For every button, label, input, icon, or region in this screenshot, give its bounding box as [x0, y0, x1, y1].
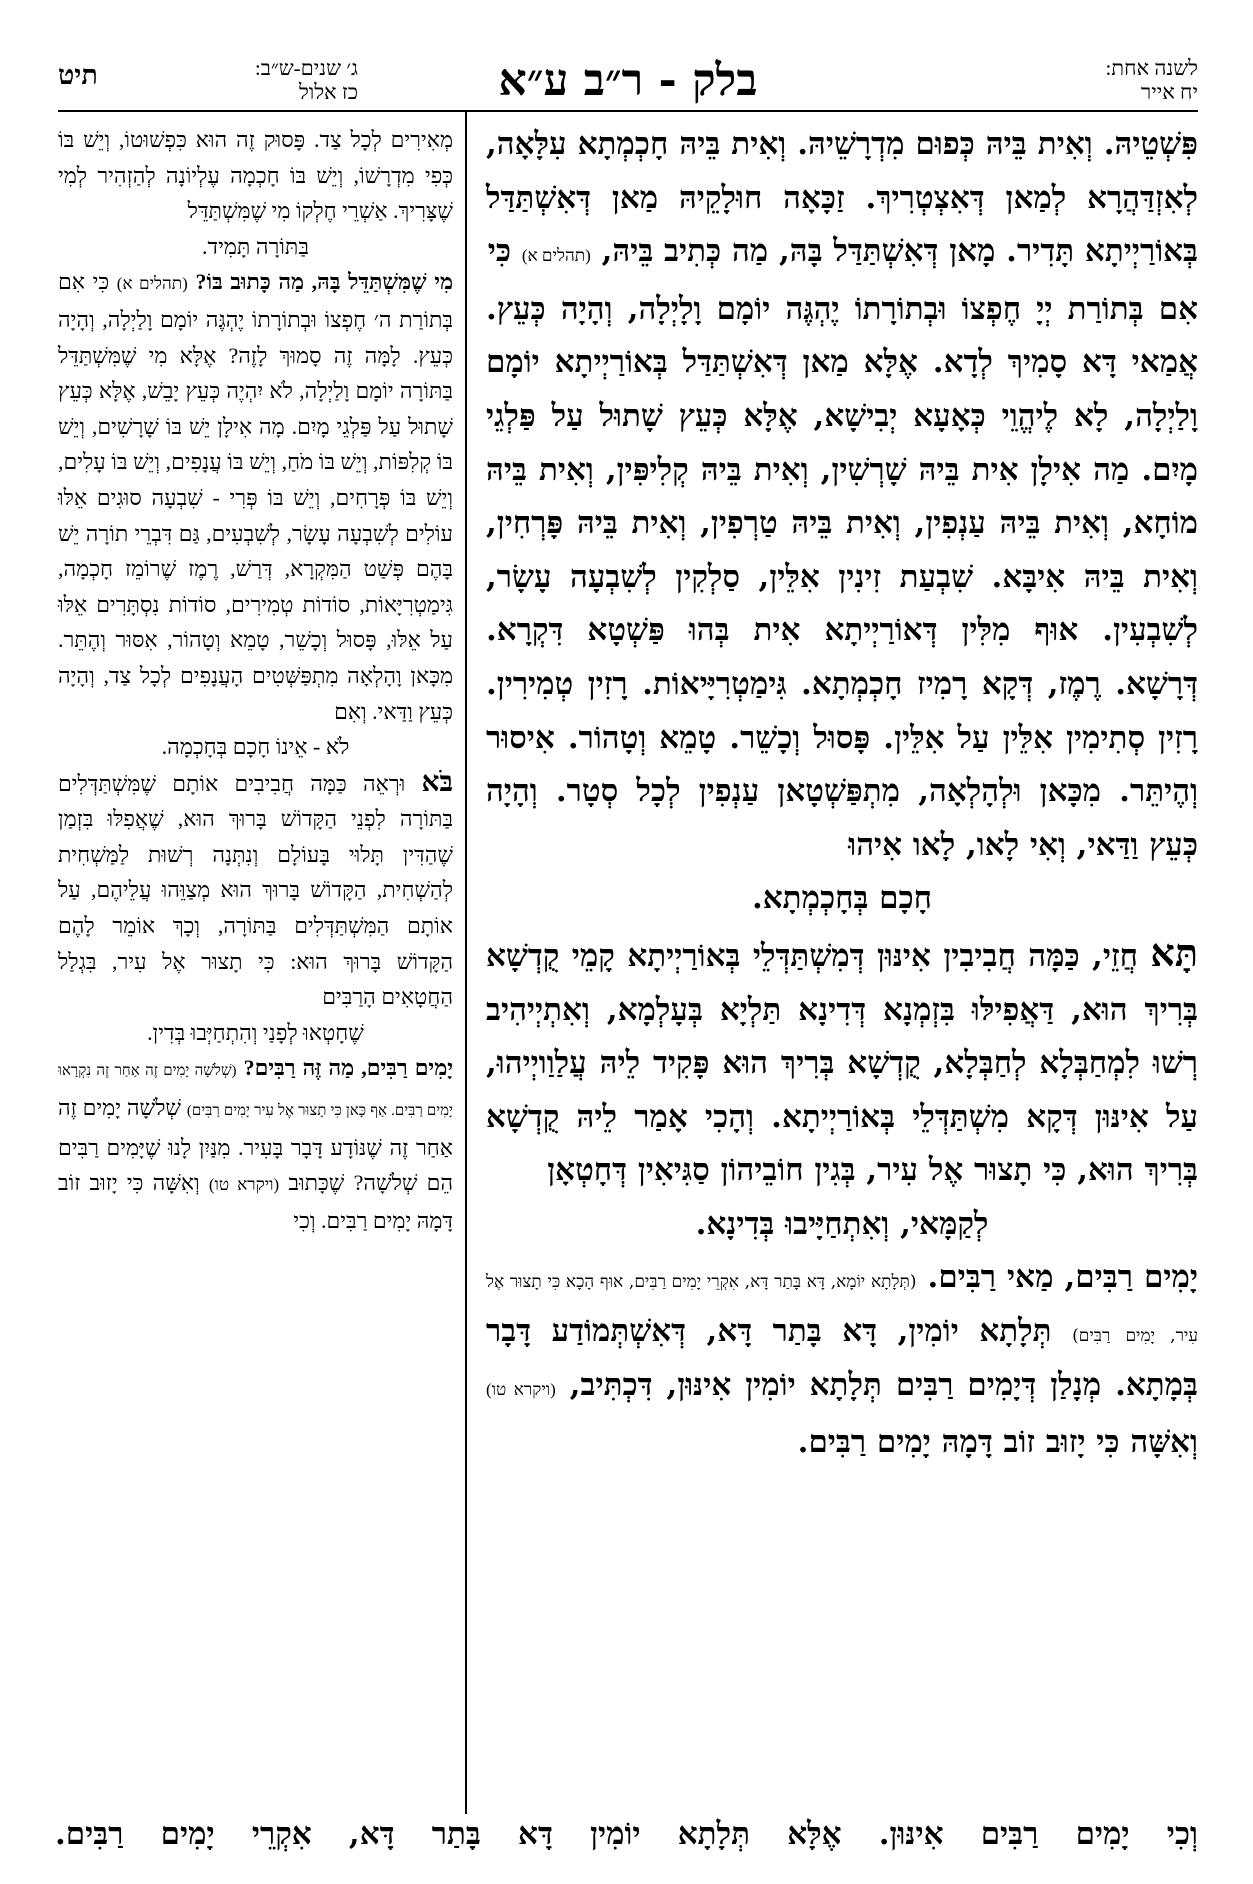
side-paragraph-3-end: שֶׁחָטְאוּ לְפָנַי וְהִתְחַיְּבוּ בְּדִין. [147, 1019, 364, 1045]
three-year-schedule [58, 56, 358, 110]
side-opening-word: בֹּא [421, 766, 453, 798]
side-paragraph-1-end: בַּתּוֹרָה תָּמִיד. [202, 233, 309, 259]
page-title: בלק - ר״ב ע״א [498, 55, 758, 106]
side-paragraph-4: יָמִים רַבִּים, מַה זֶּה רַבִּים? (שְׁלֹשָׁה יָמִים זֶה אַחַר זֶה נִקְרָאוּ יָמִים רַבִּים. אַף כָּאן כִּי תָצוּר אֶל עִיר יָמִים רַבִּים) שְׁלֹשָׁה יָמִים זֶה אַחַר זֶה שֶׁנּוֹדָע דָּבָר בָּעִיר. מִנַּיִן לָנוּ שֶׁיָּמִים רַבִּים הֵם שְׁלֹשָׁה? שֶׁכָּתוּב (ויקרא טו) וְאִשָּׁה כִּי יָזוּב זוֹב דָּמָהּ יָמִים רַבִּים. וְכִי [58, 1055, 454, 1233]
main-paragraph-3-end: לְקַמָּאי, וְאִתְחַיָּיבוּ בְּדִינָא. [695, 1205, 989, 1242]
column-divider [465, 112, 467, 1814]
page-number: תיט [58, 60, 98, 91]
main-ref-leviticus: (ויקרא טו) [486, 1379, 556, 1399]
side-paragraph-3: בֹּא וּרְאֵה כַּמָּה חֲבִיבִים אוֹתָם שֶׁמִּשְׁתַּדְּלִים בַּתּוֹרָה לִפְנֵי הַקָּדוֹשׁ בָּרוּךְ הוּא, שֶׁאֲפִלּוּ בִּזְמַן שֶׁהַדִּין תָּלוּי בָּעוֹלָם וְנִתְּנָה רְשׁוּת לַמַּשְׁחִית לְהַשְׁחִית, הַקָּדוֹשׁ בָּרוּךְ הוּא מְצַוֵּהוּ עֲלֵיהֶם, עַל אוֹתָם הַמִּשְׁתַּדְּלִים בַּתּוֹרָה, וְכָךְ אוֹמֵר לָהֶם הַקָּדוֹשׁ בָּרוּךְ הוּא: כִּי תָצוּר אֶל עִיר, בִּגְלַל הַחֲטָאִים הָרַבִּים [58, 766, 453, 1010]
aramaic-column [486, 118, 1198, 1470]
main-paragraph-1: פִּשְׁטֵיהּ. וְאִית בֵּיהּ כְּפוּם מִדְרָשֵׁיהּ. וְאִית בֵּיהּ חָכְמְתָא עִלָּאָה, לְאִזְדַּהֲרָא לְמַאן דְּאִצְטְרִיךְ. זַכָּאָה חוּלָקֵיהּ מַאן דְּאִשְׁתַּדַּל בְּאוֹרַיְיתָא תָּדִיר. מָאן דְּאִשְׁתַּדַּל בָּהּ, מַה כְּתִיב בֵּיהּ, (תהלים א) כִּי [486, 126, 1198, 270]
page-header [58, 52, 1198, 114]
one-year-label: לשנה אחת: [1105, 56, 1198, 80]
side-paragraph-2: מִי שֶׁמִּשְׁתַּדֵּל בָּהּ, מַה כָּתוּב בּוֹ? (תהלים א) כִּי אִם בְּתוֹרַת ה׳ חֶפְצוֹ וּבְתוֹרָתוֹ יֶהְגֶּה יוֹמָם וָלַיְלָה, וְהָיָה כְּעֵץ. לָמָּה זֶה סָמוּךְ לָזֶה? אֶלָּא מִי שֶׁמִּשְׁתַּדֵּל בַּתּוֹרָה יוֹמָם וָלַיְלָה, לֹא יִהְיֶה כְּעֵץ יָבֵשׁ, אֶלָּא כְּעֵץ שָׁתוּל עַל פַּלְגֵי מָיִם. מָה אִילָן יֵשׁ בּוֹ שָׁרָשִׁים, וְיֵשׁ בּוֹ קְלִפּוֹת, וְיֵשׁ בּוֹ מֹחַ, וְיֵשׁ בּוֹ עֲנָפִים, וְיֵשׁ בּוֹ עָלִים, וְיֵשׁ בּוֹ פְּרָחִים, וְיֵשׁ בּוֹ פְּרִי - שִׁבְעָה סוּגִים אֵלּוּ עוֹלִים לְשִׁבְעָה עָשָׂר, לְשִׁבְעִים, גַּם דִּבְרֵי תוֹרָה יֵשׁ בָּהֶם פְּשַׁט הַמִּקְרָא, דְּרַשׁ, רֶמֶז שֶׁרוֹמֵז חָכְמָה, גִּימַטְרִיָּאוֹת, סוֹדוֹת טְמִירִים, סוֹדוֹת נִסְתָּרִים אֵלּוּ עַל אֵלּוּ, פָּסוּל וְכָשֵׁר, טָמֵא וְטָהוֹר, אִסּוּר וְהֶתֵּר. מִכָּאן וָהָלְאָה מִתְפַּשְּׁטִים הָעֲנָפִים לְכָל צַד, וְהָיָה כְּעֵץ וַדַּאי. וְאִם [58, 269, 453, 724]
three-year-label: ג׳ שנים-ש״ב: [254, 56, 358, 80]
main-paragraph-3: תָּא חֲזֵי, כַּמָּה חֲבִיבִין אִינּוּן דְּמִשְׁתַּדְּלֵי בְּאוֹרַיְיתָא קָמֵי קֻדְשָׁא בְּרִיךְ הוּא, דַּאֲפִילּוּ בִּזְמְנָא דְּדִינָא תַּלְיָא בְּעָלְמָא, וְאִתְיְיהִיב רְשׁוּ לִמְחַבְּלָא לְחַבְּלָא, קֻדְשָׁא בְּרִיךְ הוּא פָּקִיד לֵיהּ עֲלַוַויְיהוּ, עַל אִינּוּן דְּקָא מִשְׁתַּדְּלֵי בְּאוֹרַיְיתָא. וְהָכִי אָמַר לֵיהּ קֻדְשָׁא בְּרִיךְ הוּא, כִּי תָצוּר אֶל עִיר, בְּגִין חוֹבֵיהוֹן סַגִּיאִין דְּחָטְאָן [486, 929, 1198, 1189]
main-paragraph-2-end: חָכָם בְּחָכְמְתָא. [751, 880, 933, 917]
main-paragraph-2: אִם בְּתוֹרַת יְיָ חֶפְצוֹ וּבְתוֹרָתוֹ יֶהְגֶּה יוֹמָם וָלָיְלָה, וְהָיָה כְּעֵץ. אֲמַאי דָּא סָמִיךְ לְדָא. אֶלָּא מַאן דְּאִשְׁתַּדַּל בְּאוֹרַיְיתָא יוֹמָם וָלַיְלָה, לָא לֶיהֱוֵי כְּאָעָא יְבִישָׁא, אֶלָּא כְּעֵץ שָׁתוּל עַל פַּלְגֵי מָיִם. מַה אִילָן אִית בֵּיהּ שָׁרְשִׁין, וְאִית בֵּיהּ קְלִיפִּין, וְאִית בֵּיהּ מוֹחָא, וְאִית בֵּיהּ עַנְפִין, וְאִית בֵּיהּ טַרְפִין, וְאִית בֵּיהּ פָּרְחִין, וְאִית בֵּיהּ אִיבָּא. שִׁבְעַת זִינִין אִלֵּין, סַלְקִין לְשִׁבְעָה עָשָׂר, לְשִׁבְעִין. אוּף מִלִּין דְּאוֹרַיְיתָא אִית בְּהוּ פַּשְׁטָא דִּקְרָא. דְּרָשָׁא. רֶמֶז, דְּקָא רָמִיז חָכְמְתָא. גִּימַטְרִיָּיאוֹת. רָזִין טְמִירִין. רָזִין סְתִימִין אִלֵּין עַל אִלֵּין. פָּסוּל וְכָשֵׁר. טָמֵא וְטָהוֹר. אִיסוּר וְהֶיתֵּר. מִכָּאן וּלְהָלְאָה, מִתְפַּשְׁטָאן עַנְפִין לְכָל סְטָר. וְהָיָה כְּעֵץ וַדַּאי, וְאִי לָאו, לָאו אִיהוּ [486, 290, 1198, 863]
three-year-date: כז אלול [299, 80, 358, 104]
side-ref-leviticus: (ויקרא טו) [208, 1175, 280, 1195]
main-ref-psalms: (תהלים א) [521, 246, 591, 266]
main-paragraph-4: יָמִים רַבִּים, מַאי רַבִּים. (תְּלָתָא יוֹמָא, דָּא בָּתַר דָּא, אִקְרֵי יָמִים רַבִּים, אוּף הָכָא כִּי תָצוּר אֶל עִיר, יָמִים רַבִּים) תְּלָתָא יוֹמִין, דָּא בָּתַר דָּא, דְּאִשְׁתְּמוֹדַע דָּבָר בְּמָתָא. מְנָלַן דְּיָמִים רַבִּים תְּלָתָא יוֹמִין אִינּוּן, דִּכְתִּיב, (ויקרא טו) וְאִשָּׁה כִּי יָזוּב זוֹב דָּמָהּ יָמִים רַבִּים. [486, 1259, 1199, 1461]
side-paragraph-1: מְאִירִים לְכָל צַד. פָּסוּק זֶה הוּא כִּפְשׁוּטוֹ, וְיֵשׁ בּוֹ כְּפִי מִדְרָשׁוֹ, וְיֵשׁ בּוֹ חָכְמָה עֶלְיוֹנָה לְהַזְהִיר לְמִי שֶׁצָּרִיךְ. אַשְׁרֵי חֶלְקוֹ מִי שֶׁמִּשְׁתַּדֵּל [58, 127, 453, 224]
main-opening-word: תָּא [1150, 929, 1198, 975]
hebrew-translation-column [58, 122, 453, 1238]
one-year-date: יח אייר [1140, 80, 1198, 104]
side-paragraph-2-end: לֹא - אֵינוֹ חָכָם בְּחָכְמָה. [161, 734, 350, 760]
header-divider [58, 110, 1198, 112]
side-ref-psalms: (תהלים א) [116, 274, 188, 294]
main-parenthetical: (תְּלָתָא יוֹמָא, דָּא בָּתַר דָּא, אִקְרֵי יָמִים רַבִּים, אוּף הָכָא כִּי תָצוּר אֶל עִיר, יָמִים רַבִּים) [486, 1272, 1199, 1347]
full-width-last-line: וְכִי יָמִים רַבִּים אִינּוּן. אֶלָּא תְּלָתָא יוֹמִין דָּא בָּתַר דָּא, אִקְרֵי יָמִים רַבִּים. [55, 1816, 1198, 1852]
side-parenthetical: (שְׁלֹשָׁה יָמִים זֶה אַחַר זֶה נִקְרָאוּ יָמִים רַבִּים. אַף כָּאן כִּי תָצוּר אֶל עִיר יָמִים רַבִּים) [58, 1063, 453, 1120]
